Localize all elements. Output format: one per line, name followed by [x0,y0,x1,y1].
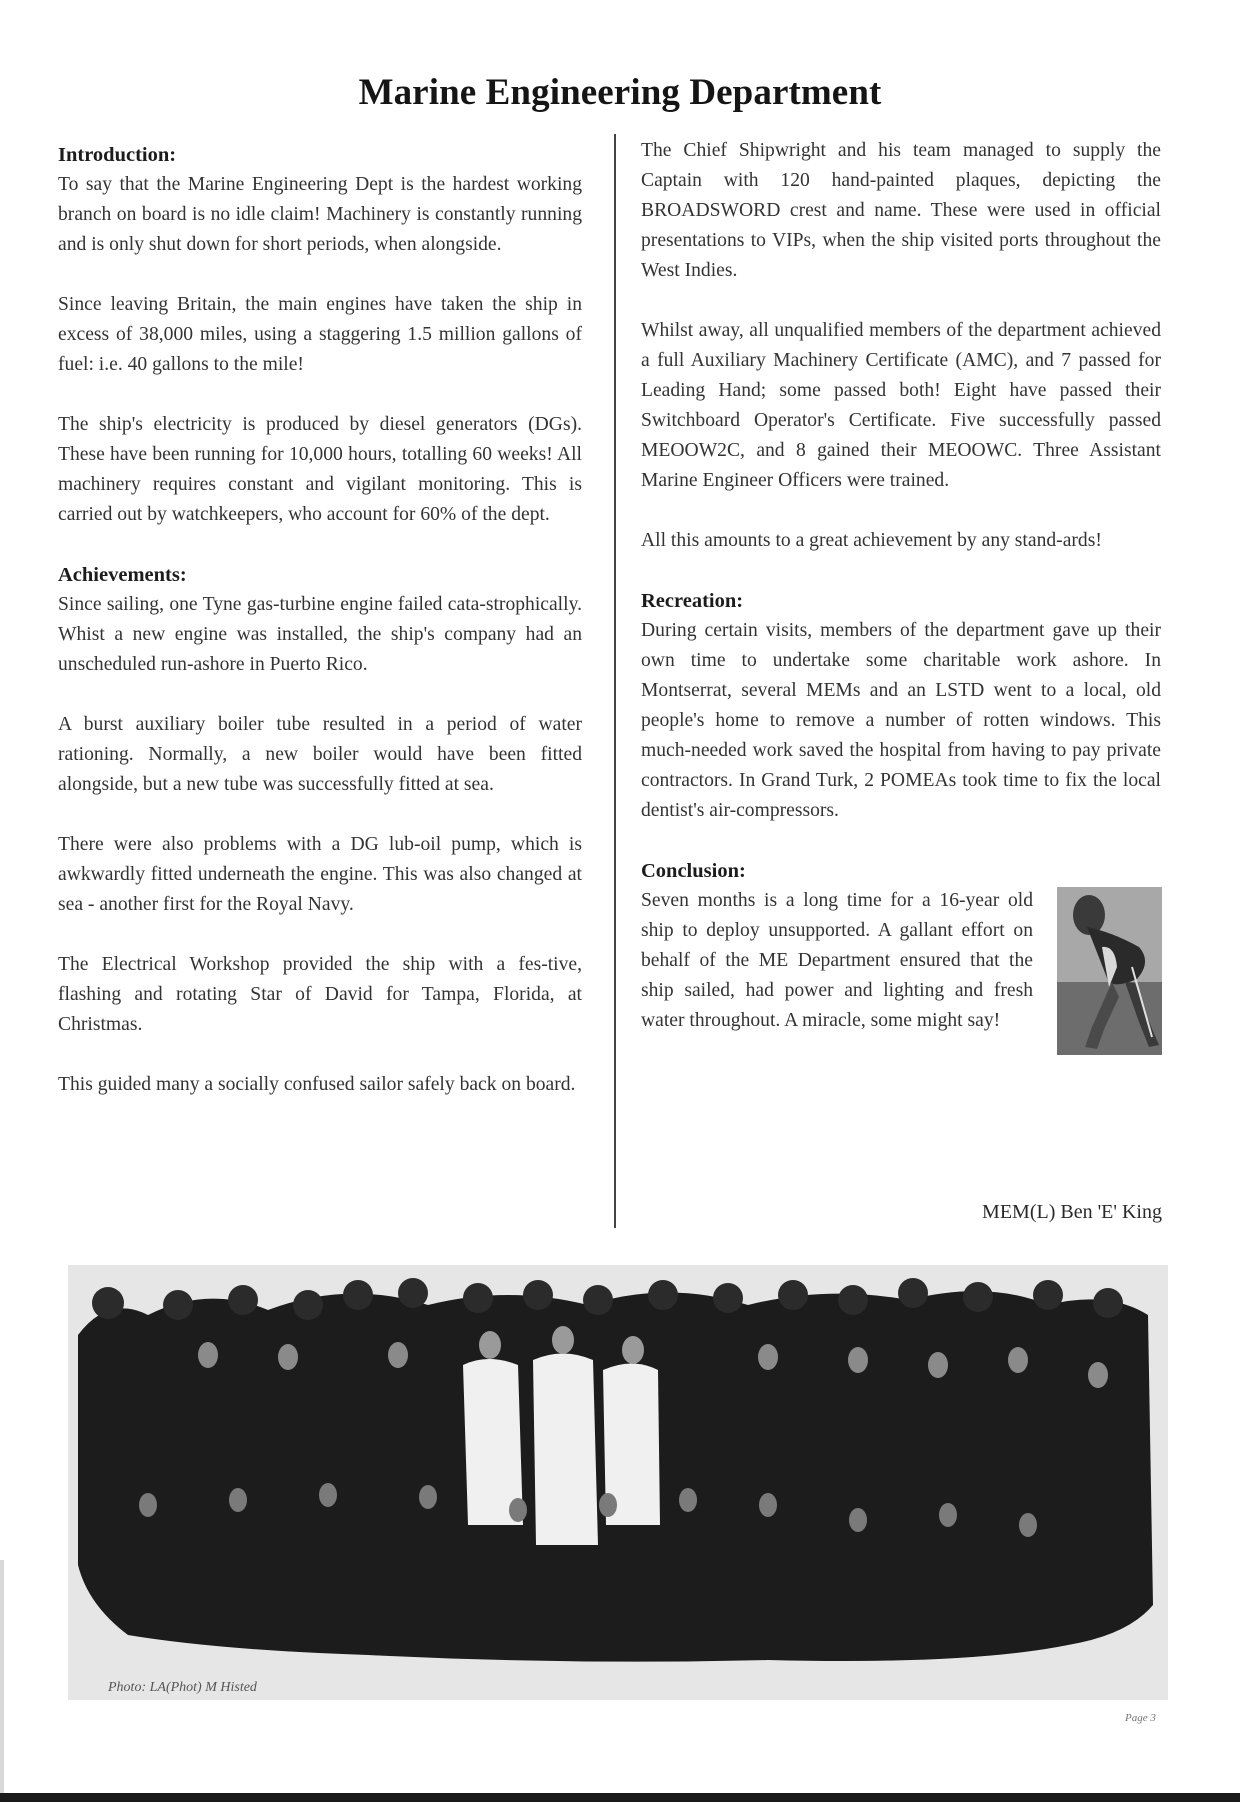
engines-paragraph: Since leaving Britain, the main engines have taken the ship in excess of 38,000 miles, using a staggering 1.5 million gallons of fuel: i.e. 40 gallons to the mile! [58,294,582,375]
scan-bottom-edge [0,1793,1240,1802]
lub-oil-pump-paragraph: There were also problems with a DG lub-oil pump, which is awkwardly fitted underneath the engine. This was also changed at sea - another first for the Royal Navy. [58,834,582,915]
engineer-cartoon-image [1057,887,1162,1055]
recreation-section [641,586,1161,826]
left-column [58,140,582,1130]
photo-credit-caption: Photo: LA(Phot) M Histed [108,1680,257,1695]
right-column [641,136,1161,1066]
figure-illustration [1057,887,1162,1055]
qualifications-paragraph: Whilst away, all unqualified members of the department achieved a full Auxiliary Machinery Certificate (AMC), and 7 passed for Leading Hand; some passed both! Eight have passed their Switchboard Operator's Certificate. Five successfully passed MEOOW2C, and 8 gained their MEOOWC. Three Assistant Marine Engineer Officers were trained. [641,320,1161,491]
conclusion-heading: Conclusion: [641,860,746,882]
page-number: Page 3 [1125,1712,1156,1724]
guided-sailor-paragraph: This guided many a socially confused sailor safely back on board. [58,1074,576,1095]
introduction-section [58,140,582,530]
achievements-section [58,560,582,1100]
gas-turbine-paragraph: Since sailing, one Tyne gas-turbine engine failed cata-strophically. Whist a new engine was installed, the ship's company had an unscheduled run-ashore in Puerto Rico. [58,594,582,675]
conclusion-paragraph: Seven months is a long time for a 16-year old ship to deploy unsupported. A gallant effort on behalf of the ME Department ensured that the ship sailed, had power and lighting and fresh water throughout. A miracle, some might say! [641,890,1033,1031]
conclusion-section [641,856,1161,1036]
group-photo-illustration [68,1265,1168,1700]
shipwright-paragraph: The Chief Shipwright and his team managed to supply the Captain with 120 hand-painted plaques, depicting the BROADSWORD crest and name. These were used in official presentations to VIPs, when the ship visited ports throughout the West Indies. [641,140,1161,281]
page-title: Marine Engineering Department [358,71,882,113]
electrical-workshop-paragraph: The Electrical Workshop provided the ship with a fes-tive, flashing and rotating Star of David for Tampa, Florida, at Christmas. [58,954,582,1035]
recreation-paragraph: During certain visits, members of the department gave up their own time to undertake some charitable work ashore. In Montserrat, several MEMs and an LSTD went to a local, old people's home to remove a number of rotten windows. This much-needed work saved the hospital from having to pay private contractors. In Grand Turk, 2 POMEAs took time to fix the local dentist's air-compressors. [641,620,1161,821]
author-signature: MEM(L) Ben 'E' King [982,1201,1162,1223]
electricity-paragraph: The ship's electricity is produced by diesel generators (DGs). These have been running for 10,000 hours, totalling 60 weeks! All machinery requires constant and vigilant monitoring. This is carried out by watchkeepers, who account for 60% of the dept. [58,414,582,525]
achievements-heading: Achievements: [58,564,187,586]
scan-edge-shadow [0,1560,4,1802]
group-photo [68,1265,1168,1700]
introduction-heading: Introduction: [58,144,177,166]
column-divider [614,134,616,1228]
achievement-summary-paragraph: All this amounts to a great achievement by any stand-ards! [641,530,1102,551]
boiler-paragraph: A burst auxiliary boiler tube resulted in a period of water rationing. Normally, a new boiler would have been fitted alongside, but a new tube was successfully fitted at sea. [58,714,582,795]
recreation-heading: Recreation: [641,590,744,612]
introduction-paragraph: To say that the Marine Engineering Dept is the hardest working branch on board is no idle claim! Machinery is constantly running and is only shut down for short periods, when alongside. [58,174,582,255]
